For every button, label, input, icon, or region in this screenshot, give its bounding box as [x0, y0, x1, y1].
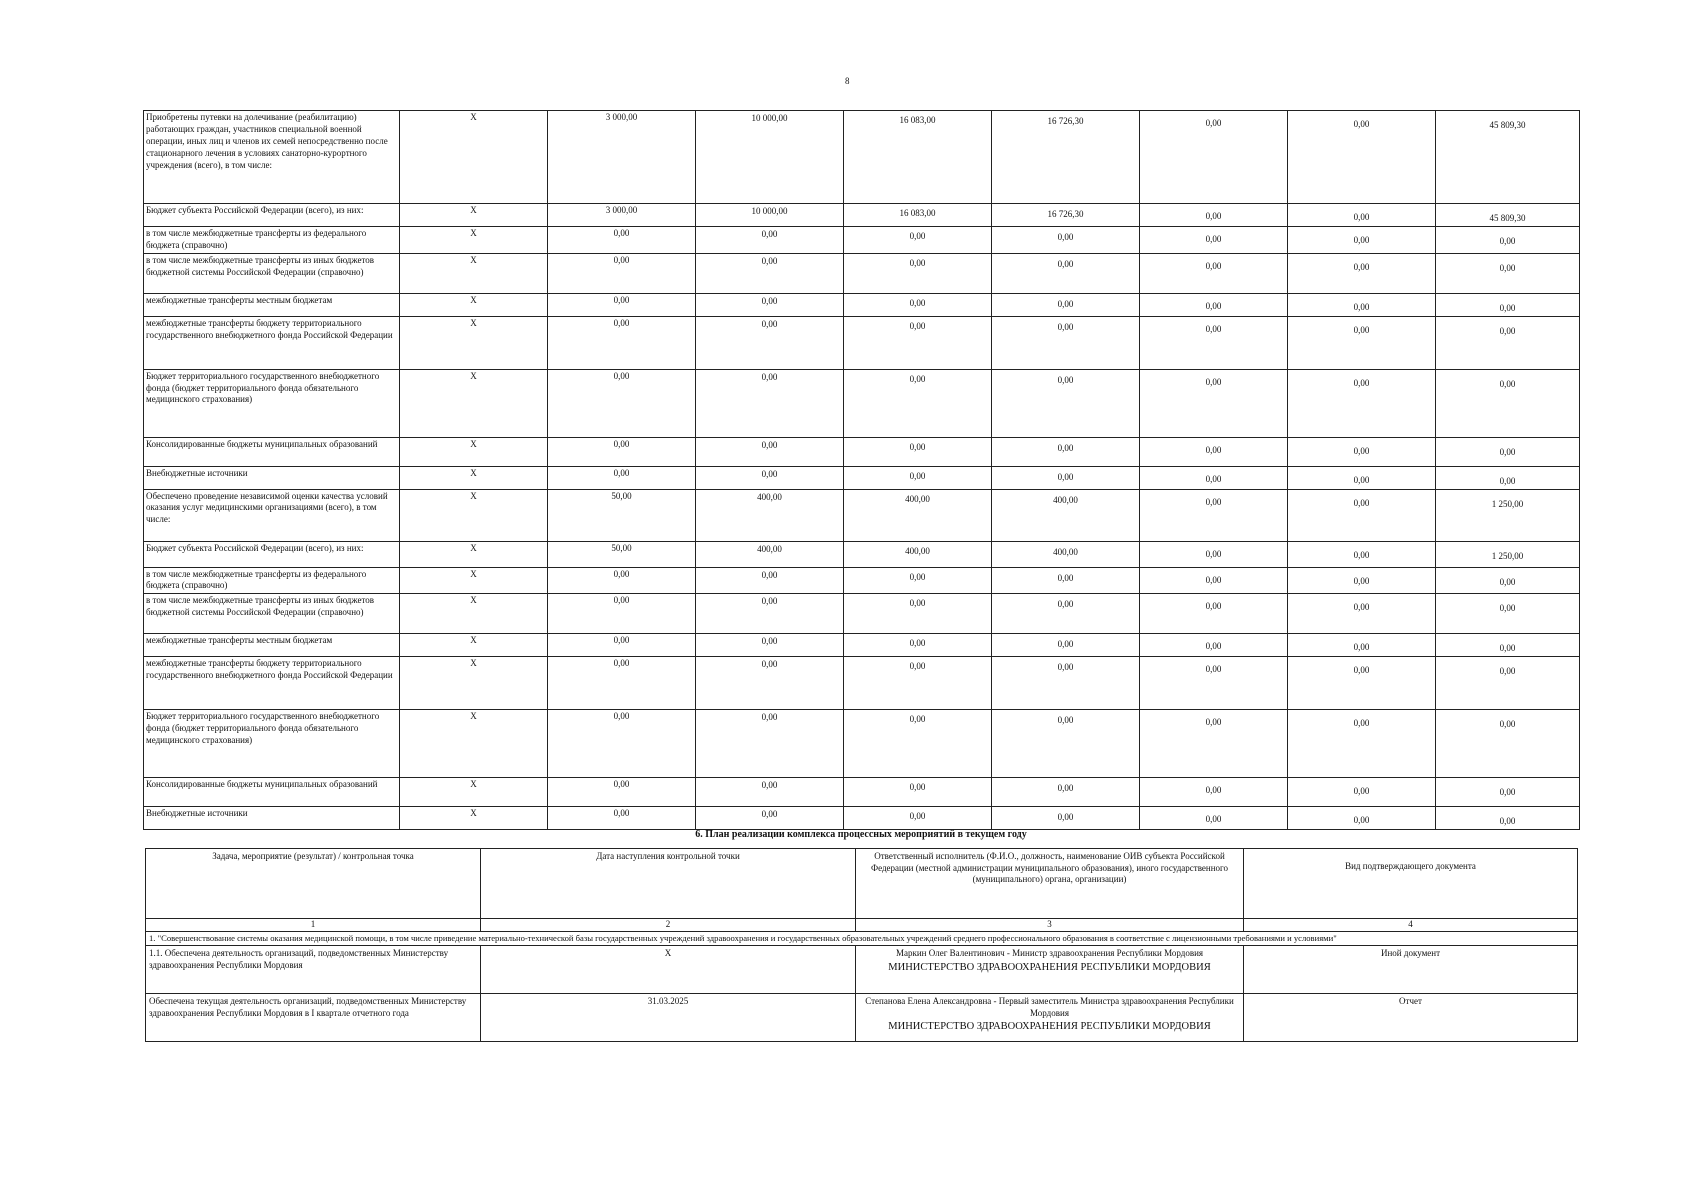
finance-value: 0,00 — [1140, 316, 1288, 369]
finance-value: 0,00 — [696, 594, 844, 634]
finance-value: 0,00 — [548, 466, 696, 489]
finance-value: 0,00 — [1288, 466, 1436, 489]
finance-row — [144, 489, 1580, 541]
finance-value: 400,00 — [696, 489, 844, 541]
finance-value: 0,00 — [1436, 437, 1580, 466]
finance-row-mark: X — [400, 778, 548, 807]
finance-row-name: Обеспечено проведение независимой оценки качества условий оказания услуг медицинскими организациями (всего), в том числе: — [144, 489, 400, 541]
finance-value: 16 726,30 — [992, 204, 1140, 227]
finance-value: 0,00 — [1436, 594, 1580, 634]
plan-header-date: Дата наступления контрольной точки — [481, 849, 856, 919]
finance-value: 0,00 — [1436, 567, 1580, 594]
plan-column-number-row — [146, 919, 1578, 932]
finance-value: 0,00 — [696, 710, 844, 778]
plan-responsible-org: МИНИСТЕРСТВО ЗДРАВООХРАНЕНИЯ РЕСПУБЛИКИ МОРДОВИЯ — [888, 1021, 1211, 1033]
finance-row-name: в том числе межбюджетные трансферты из иных бюджетов бюджетной системы Российской Федерации (справочно) — [144, 594, 400, 634]
finance-value: 0,00 — [1140, 657, 1288, 710]
finance-value: 0,00 — [992, 807, 1140, 830]
finance-value: 0,00 — [548, 594, 696, 634]
finance-row-name: Бюджет субъекта Российской Федерации (всего), из них: — [144, 204, 400, 227]
finance-value: 0,00 — [696, 253, 844, 293]
finance-value: 0,00 — [548, 634, 696, 657]
finance-value: 0,00 — [1436, 807, 1580, 830]
finance-row — [144, 253, 1580, 293]
finance-value: 0,00 — [548, 293, 696, 316]
finance-row-name: в том числе межбюджетные трансферты из федерального бюджета (справочно) — [144, 567, 400, 594]
finance-value: 0,00 — [844, 437, 992, 466]
finance-value: 0,00 — [548, 437, 696, 466]
plan-header-task: Задача, мероприятие (результат) / контрольная точка — [146, 849, 481, 919]
finance-value: 0,00 — [1436, 369, 1580, 437]
finance-value: 400,00 — [992, 489, 1140, 541]
finance-value: 0,00 — [1288, 541, 1436, 567]
finance-value: 0,00 — [548, 778, 696, 807]
finance-row-mark: X — [400, 567, 548, 594]
finance-value: 0,00 — [1436, 710, 1580, 778]
finance-value: 0,00 — [992, 437, 1140, 466]
finance-value: 50,00 — [548, 541, 696, 567]
finance-value: 0,00 — [1288, 634, 1436, 657]
finance-row — [144, 594, 1580, 634]
finance-row — [144, 316, 1580, 369]
finance-value: 0,00 — [1288, 316, 1436, 369]
finance-value: 16 726,30 — [992, 111, 1140, 204]
finance-value: 0,00 — [1288, 567, 1436, 594]
finance-row-mark: X — [400, 111, 548, 204]
finance-value: 50,00 — [548, 489, 696, 541]
finance-row-name: межбюджетные трансферты бюджету территориального государственного внебюджетного фонда Российской Федерации — [144, 316, 400, 369]
finance-row — [144, 369, 1580, 437]
finance-table — [143, 110, 1580, 830]
finance-value: 10 000,00 — [696, 111, 844, 204]
finance-value: 0,00 — [992, 253, 1140, 293]
finance-value: 0,00 — [1140, 567, 1288, 594]
finance-value: 0,00 — [1140, 541, 1288, 567]
finance-value: 0,00 — [1288, 226, 1436, 253]
finance-value: 0,00 — [1140, 807, 1288, 830]
finance-row — [144, 466, 1580, 489]
finance-row-name: Бюджет территориального государственного внебюджетного фонда (бюджет территориального фонда обязательного медицинского страхования) — [144, 710, 400, 778]
finance-value: 0,00 — [1288, 778, 1436, 807]
finance-value: 0,00 — [992, 567, 1140, 594]
finance-value: 400,00 — [992, 541, 1140, 567]
finance-row-name: Внебюджетные источники — [144, 807, 400, 830]
finance-value: 0,00 — [992, 316, 1140, 369]
finance-value: 0,00 — [696, 634, 844, 657]
finance-value: 10 000,00 — [696, 204, 844, 227]
finance-value: 0,00 — [696, 226, 844, 253]
finance-value: 400,00 — [844, 541, 992, 567]
finance-value: 0,00 — [992, 657, 1140, 710]
column-number: 3 — [856, 919, 1244, 932]
finance-row-mark: X — [400, 226, 548, 253]
finance-row — [144, 567, 1580, 594]
finance-value: 45 809,30 — [1436, 204, 1580, 227]
finance-value: 0,00 — [548, 316, 696, 369]
column-number: 1 — [146, 919, 481, 932]
finance-row — [144, 204, 1580, 227]
plan-responsible-person: Степанова Елена Александровна - Первый заместитель Министра здравоохранения Республики Мордовия — [865, 995, 1234, 1018]
plan-document-type: Отчет — [1244, 993, 1578, 1041]
finance-value: 0,00 — [1140, 293, 1288, 316]
finance-value: 0,00 — [1436, 778, 1580, 807]
plan-responsible-person: Маркин Олег Валентинович - Министр здравоохранения Республики Мордовия — [895, 947, 1204, 958]
plan-responsible — [856, 945, 1244, 993]
finance-value: 0,00 — [992, 369, 1140, 437]
finance-value: 1 250,00 — [1436, 489, 1580, 541]
finance-row — [144, 111, 1580, 204]
plan-header-row — [146, 849, 1578, 919]
finance-value: 0,00 — [992, 710, 1140, 778]
finance-value: 0,00 — [992, 634, 1140, 657]
finance-value: 0,00 — [548, 253, 696, 293]
finance-row — [144, 710, 1580, 778]
finance-value: 0,00 — [696, 567, 844, 594]
finance-row-mark: X — [400, 466, 548, 489]
finance-row-name: Приобретены путевки на долечивание (реабилитацию) работающих граждан, участников специальной военной операции, иных лиц и членов их семей непосредственно после стационарного лечения в условиях санаторно-курортного учреждения (всего), в том числе: — [144, 111, 400, 204]
plan-row — [146, 993, 1578, 1041]
finance-value: 0,00 — [1288, 807, 1436, 830]
finance-row — [144, 437, 1580, 466]
finance-value: 0,00 — [548, 226, 696, 253]
finance-value: 400,00 — [844, 489, 992, 541]
finance-row-name: в том числе межбюджетные трансферты из федерального бюджета (справочно) — [144, 226, 400, 253]
finance-value: 0,00 — [696, 807, 844, 830]
finance-value: 0,00 — [1436, 253, 1580, 293]
finance-value: 0,00 — [1288, 293, 1436, 316]
finance-value: 3 000,00 — [548, 111, 696, 204]
finance-value: 0,00 — [844, 778, 992, 807]
finance-value: 0,00 — [844, 466, 992, 489]
finance-value: 0,00 — [1140, 226, 1288, 253]
plan-event: Обеспечена текущая деятельность организаций, подведомственных Министерству здравоохранения Республики Мордовия в I квартале отчетного года — [146, 993, 481, 1041]
finance-row-name: в том числе межбюджетные трансферты из иных бюджетов бюджетной системы Российской Федерации (справочно) — [144, 253, 400, 293]
finance-value: 0,00 — [1140, 437, 1288, 466]
finance-value: 0,00 — [548, 657, 696, 710]
plan-section-title: 6. План реализации комплекса процессных мероприятий в текущем году — [695, 829, 1027, 840]
finance-value: 0,00 — [1288, 111, 1436, 204]
finance-row-mark: X — [400, 541, 548, 567]
finance-row-mark: X — [400, 369, 548, 437]
finance-value: 0,00 — [548, 567, 696, 594]
finance-value: 0,00 — [1140, 489, 1288, 541]
finance-value: 0,00 — [1140, 634, 1288, 657]
finance-value: 0,00 — [1436, 657, 1580, 710]
finance-value: 1 250,00 — [1436, 541, 1580, 567]
finance-value: 0,00 — [992, 226, 1140, 253]
finance-value: 45 809,30 — [1436, 111, 1580, 204]
finance-row — [144, 634, 1580, 657]
finance-row-name: Бюджет территориального государственного внебюджетного фонда (бюджет территориального фонда обязательного медицинского страхования) — [144, 369, 400, 437]
finance-value: 0,00 — [844, 807, 992, 830]
finance-value: 0,00 — [1288, 369, 1436, 437]
finance-row-name: Консолидированные бюджеты муниципальных образований — [144, 437, 400, 466]
plan-responsible — [856, 993, 1244, 1041]
finance-row-mark: X — [400, 710, 548, 778]
finance-value: 0,00 — [696, 466, 844, 489]
finance-value: 0,00 — [1288, 437, 1436, 466]
finance-row-name: межбюджетные трансферты местным бюджетам — [144, 634, 400, 657]
finance-row-mark: X — [400, 293, 548, 316]
finance-value: 0,00 — [696, 293, 844, 316]
finance-value: 0,00 — [696, 369, 844, 437]
finance-value: 0,00 — [1436, 466, 1580, 489]
finance-value: 0,00 — [1436, 226, 1580, 253]
finance-value: 0,00 — [548, 807, 696, 830]
plan-date: 31.03.2025 — [481, 993, 856, 1041]
finance-row — [144, 657, 1580, 710]
plan-task-text: 1. "Совершенствование системы оказания медицинской помощи, в том числе приведение материально-технической базы государственных учреждений здравоохранения и государственных образовательных учреждений среднего профессионального образования в соответствие с лицензионными требованиями и условиями" — [146, 931, 1578, 945]
finance-value: 0,00 — [844, 634, 992, 657]
finance-row-mark: X — [400, 253, 548, 293]
finance-value: 0,00 — [1288, 657, 1436, 710]
plan-responsible-org: МИНИСТЕРСТВО ЗДРАВООХРАНЕНИЯ РЕСПУБЛИКИ МОРДОВИЯ — [888, 961, 1211, 973]
finance-row-mark: X — [400, 204, 548, 227]
finance-value: 0,00 — [992, 594, 1140, 634]
finance-row — [144, 807, 1580, 830]
finance-value: 0,00 — [1436, 293, 1580, 316]
finance-row-mark: X — [400, 437, 548, 466]
finance-row — [144, 541, 1580, 567]
finance-row-mark: X — [400, 489, 548, 541]
finance-value: 0,00 — [844, 594, 992, 634]
finance-value: 0,00 — [1288, 489, 1436, 541]
plan-event: 1.1. Обеспечена деятельность организаций, подведомственных Министерству здравоохранения Республики Мордовия — [146, 945, 481, 993]
finance-value: 0,00 — [1140, 594, 1288, 634]
finance-row-name: межбюджетные трансферты бюджету территориального государственного внебюджетного фонда Российской Федерации — [144, 657, 400, 710]
finance-value: 0,00 — [844, 316, 992, 369]
finance-value: 0,00 — [844, 253, 992, 293]
finance-row — [144, 778, 1580, 807]
finance-row — [144, 226, 1580, 253]
finance-value: 3 000,00 — [548, 204, 696, 227]
finance-value: 0,00 — [1140, 710, 1288, 778]
finance-row-mark: X — [400, 634, 548, 657]
plan-document-type: Иной документ — [1244, 945, 1578, 993]
finance-value: 0,00 — [844, 293, 992, 316]
plan-table — [145, 848, 1578, 1042]
finance-value: 0,00 — [548, 710, 696, 778]
finance-value: 0,00 — [1140, 369, 1288, 437]
finance-value: 0,00 — [844, 657, 992, 710]
page-number: 8 — [845, 76, 850, 86]
finance-row-mark: X — [400, 657, 548, 710]
finance-row-name: Консолидированные бюджеты муниципальных образований — [144, 778, 400, 807]
finance-value: 0,00 — [844, 226, 992, 253]
finance-row-mark: X — [400, 594, 548, 634]
finance-row — [144, 293, 1580, 316]
plan-header-document: Вид подтверждающего документа — [1244, 849, 1578, 919]
finance-value: 0,00 — [1140, 204, 1288, 227]
finance-value: 0,00 — [844, 710, 992, 778]
finance-value: 0,00 — [992, 466, 1140, 489]
plan-header-responsible: Ответственный исполнитель (Ф.И.О., должность, наименование ОИВ субъекта Российской Федерации (местной администрации муниципального образования), иного государственного (муниципального) органа, организации) — [856, 849, 1244, 919]
finance-value: 0,00 — [1140, 111, 1288, 204]
finance-value: 0,00 — [1140, 466, 1288, 489]
finance-value: 0,00 — [1288, 204, 1436, 227]
finance-value: 0,00 — [1436, 316, 1580, 369]
column-number: 4 — [1244, 919, 1578, 932]
finance-value: 0,00 — [1288, 710, 1436, 778]
finance-value: 0,00 — [844, 567, 992, 594]
finance-value: 16 083,00 — [844, 204, 992, 227]
finance-value: 0,00 — [844, 369, 992, 437]
finance-row-name: межбюджетные трансферты местным бюджетам — [144, 293, 400, 316]
finance-value: 0,00 — [1288, 253, 1436, 293]
finance-value: 0,00 — [548, 369, 696, 437]
finance-row-mark: X — [400, 807, 548, 830]
finance-value: 0,00 — [1436, 634, 1580, 657]
finance-value: 0,00 — [1140, 778, 1288, 807]
finance-value: 16 083,00 — [844, 111, 992, 204]
finance-value: 0,00 — [1140, 253, 1288, 293]
finance-value: 0,00 — [696, 657, 844, 710]
finance-value: 0,00 — [696, 778, 844, 807]
finance-value: 0,00 — [992, 778, 1140, 807]
finance-value: 0,00 — [1288, 594, 1436, 634]
plan-row — [146, 945, 1578, 993]
column-number: 2 — [481, 919, 856, 932]
finance-row-name: Внебюджетные источники — [144, 466, 400, 489]
finance-value: 0,00 — [696, 316, 844, 369]
plan-task-row — [146, 931, 1578, 945]
finance-value: 0,00 — [992, 293, 1140, 316]
finance-row-mark: X — [400, 316, 548, 369]
finance-row-name: Бюджет субъекта Российской Федерации (всего), из них: — [144, 541, 400, 567]
finance-value: 0,00 — [696, 437, 844, 466]
plan-date: X — [481, 945, 856, 993]
finance-value: 400,00 — [696, 541, 844, 567]
